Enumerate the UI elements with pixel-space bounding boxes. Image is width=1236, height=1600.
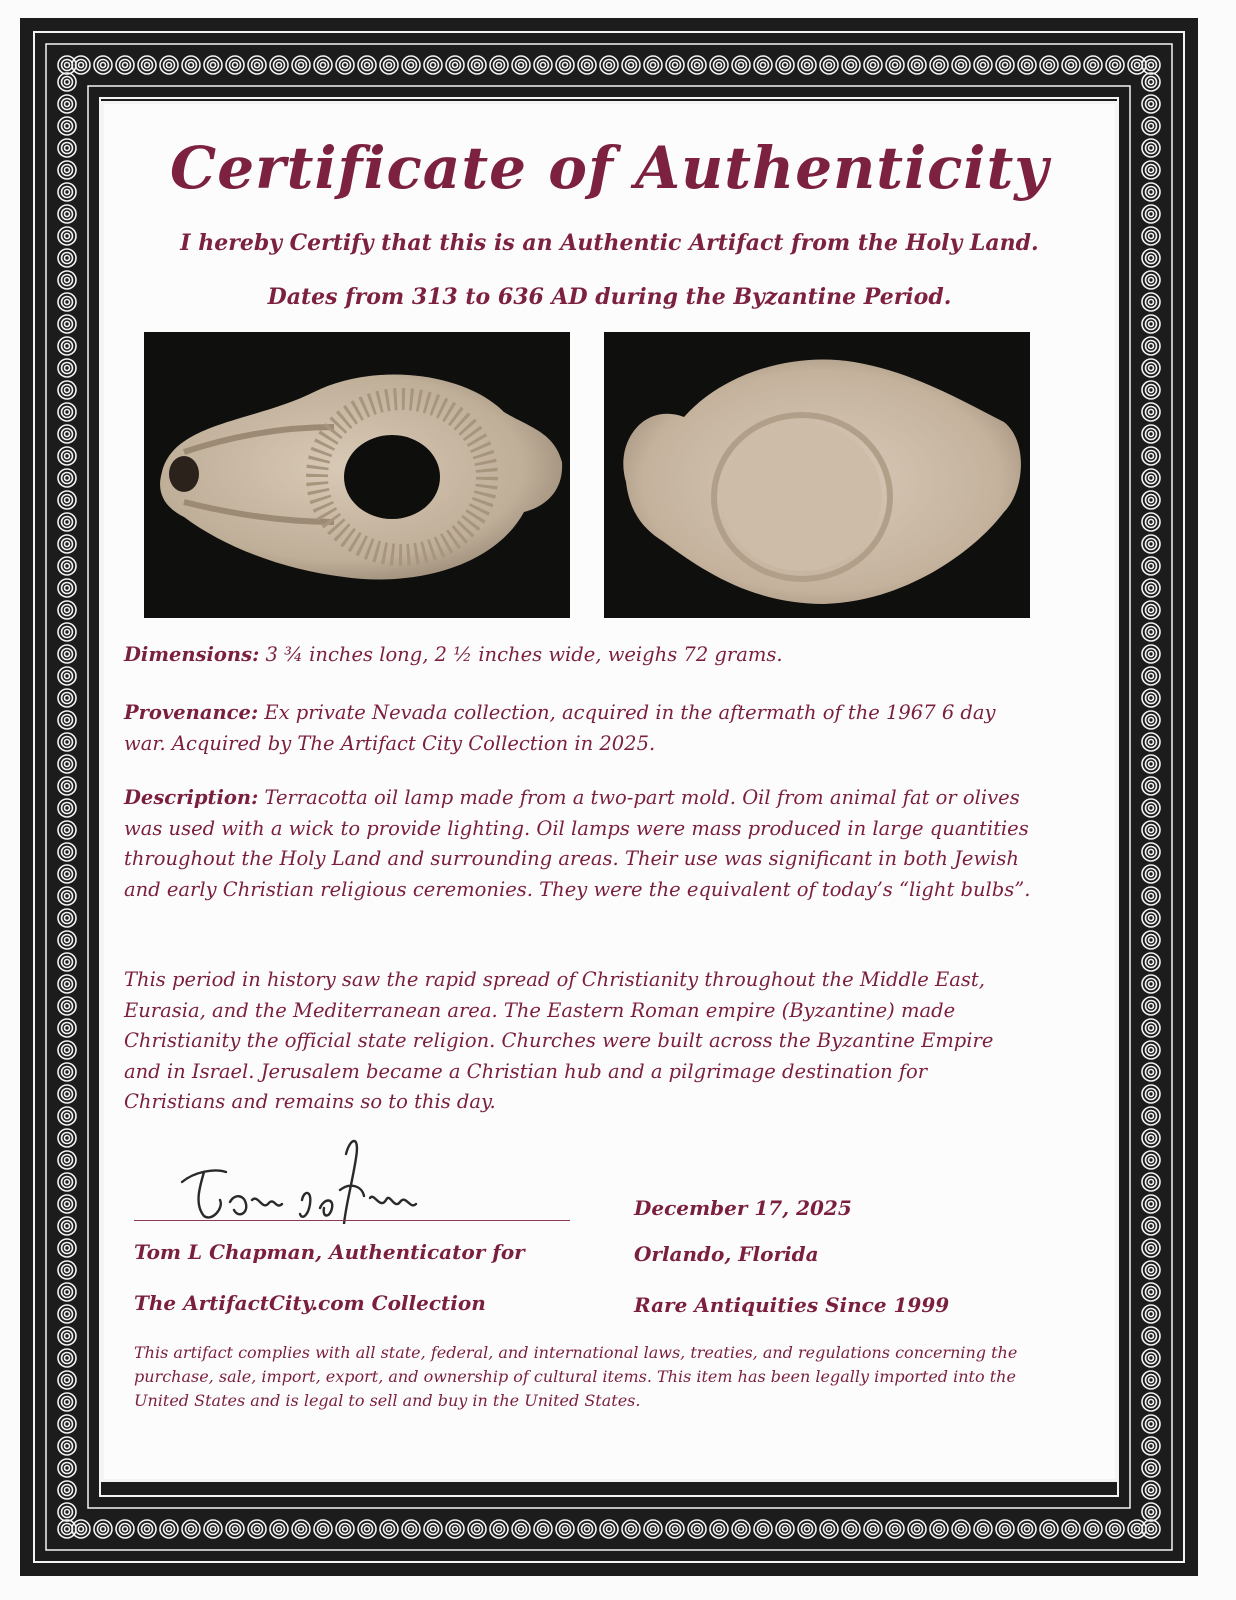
legal-disclaimer: This artifact complies with all state, federal, and international laws, treaties, and regulations concerning the purchase, sale, import, export, and ownership of cultural items. This item has been legally imported into the United States and is legal to sell and buy in the United States. xyxy=(134,1343,1018,1410)
history-paragraph: This period in history saw the rapid spread of Christianity throughout the Middle East, Eurasia, and the Mediterranean area. The Eastern Roman empire (Byzantine) made Christianity the official state religion. Churches were built across the Byzantine Empire and in Israel. Jerusalem became a Christian hub and a pilgrimage destination for Christians and remains so to this day. xyxy=(124,968,994,1113)
dimensions-label: Dimensions: xyxy=(124,643,260,666)
description-text: Terracotta oil lamp made from a two-part mold. Oil from animal fat or olives was used with a wick to provide lighting. Oil lamps were mass produced in large quantities throughout the Holy Land and surrounding areas. Their use was significant in both Jewish and early Christian religious ceremonies. They were the equivalent of today’s “light bulbs”. xyxy=(124,786,1031,901)
lamp-top-photo xyxy=(144,332,570,618)
collection-name: The ArtifactCity.com Collection xyxy=(134,1291,486,1315)
provenance-label: Provenance: xyxy=(124,701,259,724)
handwritten-signature xyxy=(134,1124,574,1224)
dimensions-text: 3 ¾ inches long, 2 ½ inches wide, weighs 72 grams. xyxy=(259,643,783,666)
certificate-location: Orlando, Florida xyxy=(634,1242,819,1266)
certificate-date: December 17, 2025 xyxy=(634,1196,852,1220)
authenticator-name: Tom L Chapman, Authenticator for xyxy=(134,1240,525,1264)
description-paragraph xyxy=(124,783,1034,905)
provenance-paragraph xyxy=(124,698,1024,759)
certify-statement: I hereby Certify that this is an Authentic Artifact from the Holy Land. xyxy=(180,230,1039,256)
dimensions-paragraph xyxy=(124,640,1034,671)
period-statement: Dates from 313 to 636 AD during the Byzantine Period. xyxy=(267,284,952,310)
provenance-text: Ex private Nevada collection, acquired in the aftermath of the 1967 6 day war. Acquired by The Artifact City Collection in 2025. xyxy=(124,701,996,755)
certificate-title: Certificate of Authenticity xyxy=(170,134,1049,202)
company-tagline: Rare Antiquities Since 1999 xyxy=(634,1293,950,1317)
lamp-bottom-photo xyxy=(604,332,1030,618)
description-label: Description: xyxy=(124,786,259,809)
certificate-body xyxy=(104,104,1115,1479)
signature-line xyxy=(134,1220,570,1221)
